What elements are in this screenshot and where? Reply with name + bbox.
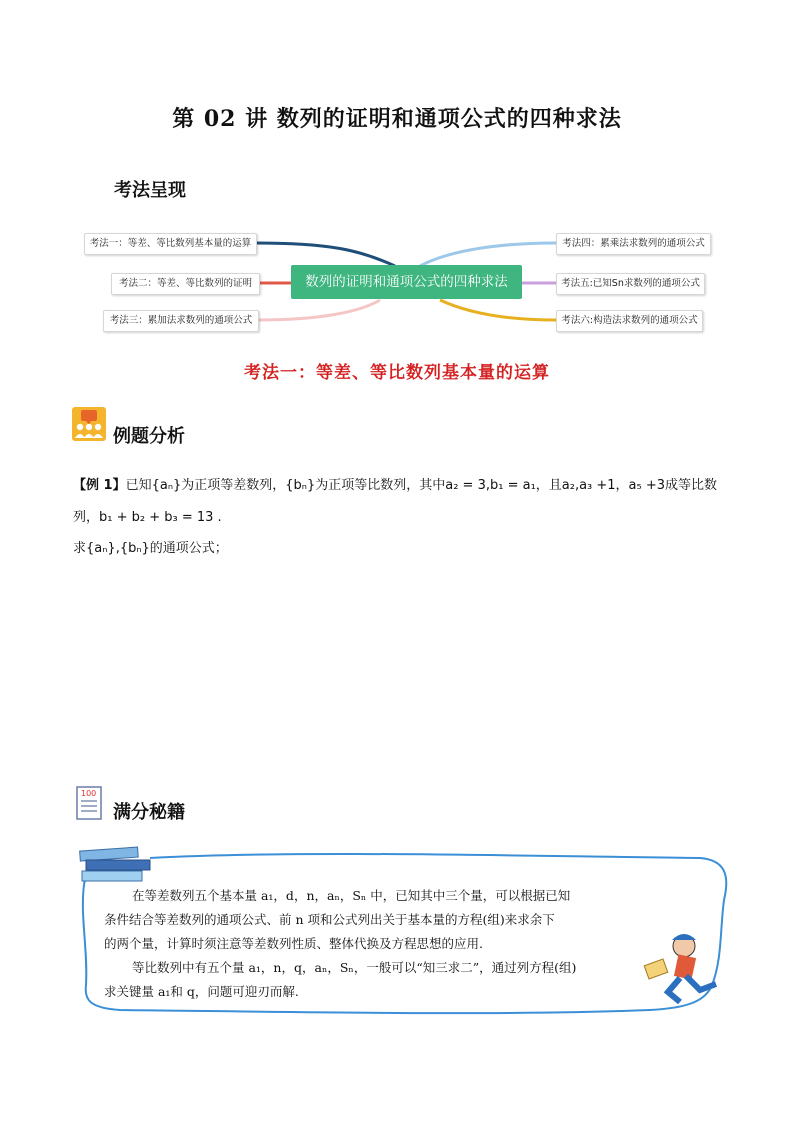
mindmap-center: 数列的证明和通项公式的四种求法 <box>291 265 522 299</box>
books-icon <box>80 847 150 881</box>
mindmap-node-r3: 考法六:构造法求数列的通项公式 <box>556 310 703 332</box>
secret-heading: 满分秘籍 <box>113 802 185 823</box>
example-text-1: 已知{aₙ}为正项等差数列，{bₙ}为正项等比数列，其中a₂ = 3,b₁ = a₁，且a₂,a₃ +1，a₅ +3成等比数 <box>125 478 718 493</box>
mindmap-node-l2: 考法二：等差、等比数列的证明 <box>111 273 260 295</box>
secret-p2-line1: 等比数列中有五个量 a₁，n，q，aₙ，Sₙ，一般可以“知三求二”，通过列方程(组) <box>132 960 577 975</box>
connector-r1 <box>420 243 556 266</box>
example-1-line3: 求{aₙ},{bₙ}的通项公式； <box>73 541 228 556</box>
score-sheet-icon <box>75 786 103 820</box>
connector-l1 <box>255 243 395 266</box>
mindmap-node-r2: 考法五:已知Sn求数列的通项公式 <box>556 273 705 295</box>
secret-p2-line2: 求关键量 a₁和 q，问题可迎刃而解. <box>104 984 299 999</box>
svg-text:100: 100 <box>81 789 97 798</box>
section-kaofa-heading: 考法呈现 <box>114 180 186 201</box>
example-1-line1 <box>73 474 717 493</box>
connector-l3 <box>257 300 380 320</box>
mindmap-node-l1: 考法一：等差、等比数列基本量的运算 <box>84 233 257 255</box>
page-title: 第 02 讲 数列的证明和通项公式的四种求法 <box>172 106 622 132</box>
mindmap-node-r1: 考法四：累乘法求数列的通项公式 <box>556 233 711 255</box>
secret-p1-line1: 在等差数列五个基本量 a₁，d，n，aₙ，Sₙ 中，已知其中三个量，可以根据已知 <box>132 888 571 903</box>
example-1-line2: 列，b₁ + b₂ + b₃ = 13 . <box>73 510 222 525</box>
example-label: 【例 1】 <box>73 478 126 493</box>
kaofa1-heading: 考法一：等差、等比数列基本量的运算 <box>244 363 550 383</box>
secret-p1-line3: 的两个量，计算时须注意等差数列性质、整体代换及方程思想的应用. <box>104 936 483 951</box>
people-chat-icon <box>72 407 106 441</box>
secret-p1-line2: 条件结合等差数列的通项公式、前 n 项和公式列出关于基本量的方程(组)来求余下 <box>104 912 555 927</box>
mindmap-node-l3: 考法三：累加法求数列的通项公式 <box>103 310 259 332</box>
example-analysis-heading: 例题分析 <box>113 426 185 447</box>
connector-r3 <box>440 300 556 320</box>
